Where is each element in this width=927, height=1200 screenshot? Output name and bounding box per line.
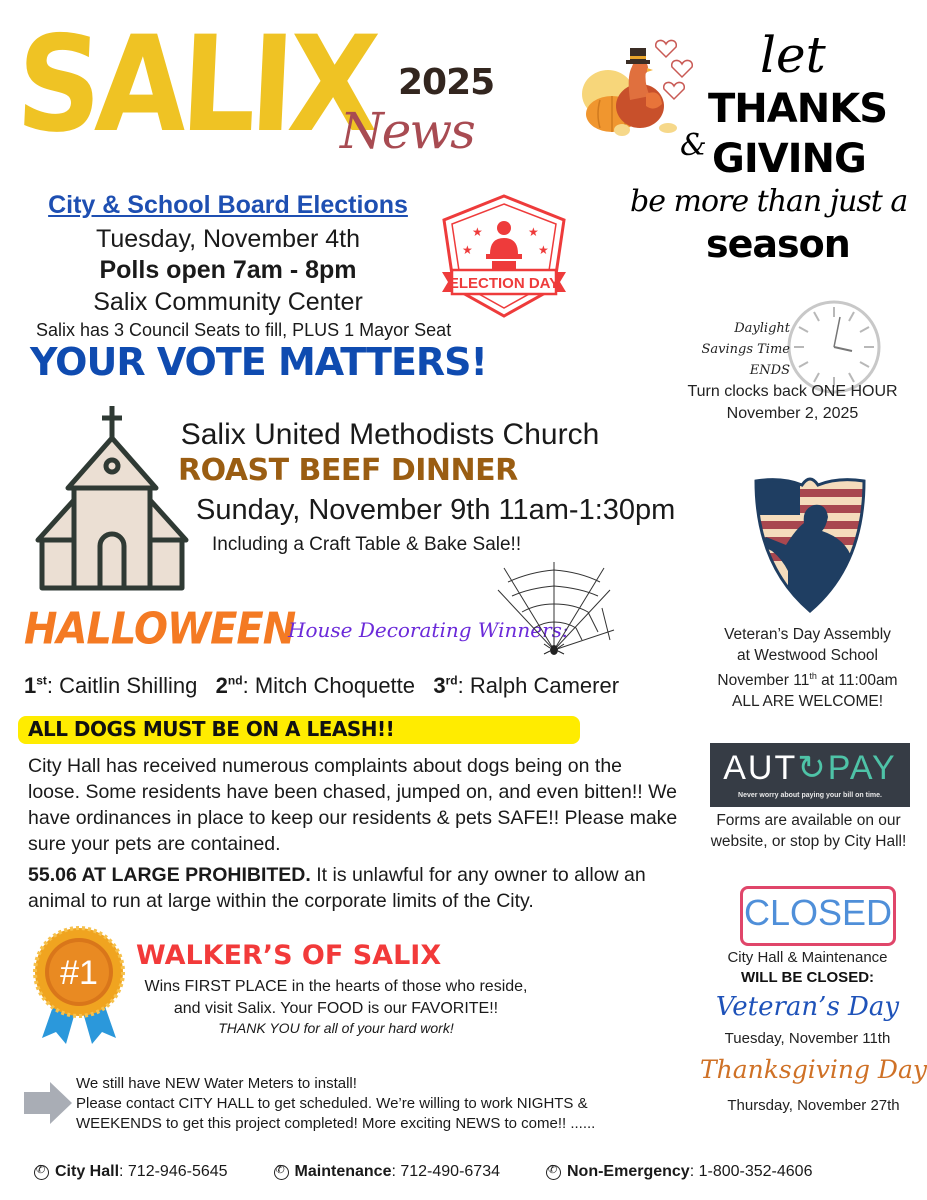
- winner-2: 2nd: Mitch Choquette: [215, 673, 416, 698]
- dst-heading: [690, 318, 790, 381]
- masthead-year: 2025: [398, 62, 495, 103]
- veterans-line1: Veteran’s Day Assembly: [724, 626, 891, 643]
- dst-line3: ENDS: [749, 363, 790, 378]
- walkers-body: Wins FIRST PLACE in the hearts of those who reside, and visit Salix. Your FOOD is our FAVORITE!!: [144, 978, 528, 1017]
- dst-instruction: Turn clocks back ONE HOUR: [687, 383, 898, 400]
- masthead-title: SALIX: [13, 6, 377, 162]
- spiderweb-icon: [494, 560, 616, 662]
- refresh-icon: ↻: [797, 749, 828, 787]
- elections-date: Tuesday, November 4th: [95, 225, 360, 253]
- dogs-title: ALL DOGS MUST BE ON A LEASH!!: [28, 717, 395, 741]
- phone-icon: [546, 1165, 561, 1180]
- contact-maintenance[interactable]: ✆ Maintenance: 712-490-6734: [274, 1163, 500, 1181]
- phone-icon: [274, 1165, 289, 1180]
- closed-holiday-veterans: Veteran’s Day: [715, 992, 900, 1022]
- contact-city-hall[interactable]: ✆ City Hall: 712-946-5645: [34, 1163, 228, 1181]
- veterans-line2: at Westwood School: [736, 647, 878, 664]
- halloween-winners: [24, 673, 619, 699]
- closed-holiday-thanksgiving-date: Thursday, November 27th: [727, 1097, 900, 1114]
- svg-text:★: ★: [472, 225, 483, 239]
- winner-1: 1st: Caitlin Shilling: [24, 673, 198, 698]
- thanksgiving-giving: GIVING: [712, 136, 866, 182]
- election-day-label: ELECTION DAY: [448, 275, 560, 292]
- elections-polls: Polls open 7am - 8pm: [99, 256, 357, 284]
- vote-slogan: YOUR VOTE MATTERS!: [30, 340, 487, 384]
- church-name: Salix United Methodists Church: [180, 418, 600, 451]
- halloween-subtitle: House Decorating Winners:: [288, 618, 569, 642]
- elections-location: Salix Community Center: [93, 288, 363, 316]
- svg-text:★: ★: [528, 225, 539, 239]
- svg-text:★: ★: [462, 243, 473, 257]
- turkey-icon: [578, 30, 708, 140]
- arrow-right-icon: [24, 1082, 72, 1124]
- dst-date: November 2, 2025: [726, 405, 859, 422]
- masthead-subtitle: News: [340, 102, 474, 160]
- election-day-badge-icon: [436, 192, 572, 322]
- winner-3: 3rd: Ralph Camerer: [433, 673, 620, 698]
- dst-line2: Savings Time: [701, 342, 790, 357]
- thanksgiving-let: let: [760, 26, 826, 84]
- clock-icon: [786, 299, 882, 395]
- closed-sign-text: CLOSED: [743, 892, 893, 933]
- walkers-title: WALKER’S OF SALIX: [136, 940, 442, 971]
- thanksgiving-season: season: [706, 222, 850, 266]
- veterans-line4: ALL ARE WELCOME!: [731, 693, 884, 711]
- dst-line1: Daylight: [734, 321, 790, 336]
- first-place-medal-icon: [30, 922, 128, 1048]
- closed-who: City Hall & Maintenance: [727, 949, 888, 966]
- thanksgiving-ampersand: &: [680, 128, 707, 163]
- halloween-title: HALLOWEEN: [24, 604, 296, 655]
- walkers-thanks: THANK YOU for all of your hard work!: [218, 1020, 454, 1036]
- contact-non-emergency[interactable]: ✆ Non-Emergency: 1-800-352-4606: [546, 1163, 812, 1181]
- thanksgiving-thanks: THANKS: [708, 86, 887, 132]
- veterans-assembly: [700, 624, 915, 712]
- footer-contacts: [34, 1163, 914, 1181]
- phone-icon: [34, 1165, 49, 1180]
- autopay-note: Forms are available on our website, or stop by City Hall!: [710, 812, 907, 850]
- closed-notice: WILL BE CLOSED:: [740, 969, 875, 986]
- dogs-ordinance: 55.06 AT LARGE PROHIBITED. It is unlawful for any owner to allow an animal to run at large within the corporate limits of the City.: [28, 864, 646, 912]
- closed-holiday-thanksgiving: Thanksgiving Day: [700, 1055, 927, 1084]
- autopay-tagline: Never worry about paying your bill on time.: [738, 792, 882, 799]
- svg-text:★: ★: [538, 243, 549, 257]
- water-meters-line2: Please contact CITY HALL to get scheduled. We’re willing to work NIGHTS & WEEKENDS to get this project completed! More exciting NEWS to come!! ......: [76, 1095, 596, 1132]
- veterans-line3: November 11th at 11:00am: [717, 671, 898, 690]
- closed-holiday-veterans-date: Tuesday, November 11th: [724, 1030, 891, 1047]
- church-event: ROAST BEEF DINNER: [178, 453, 518, 488]
- autopay-logo: AUT↻PAY: [723, 749, 897, 787]
- church-extra: Including a Craft Table & Bake Sale!!: [212, 534, 522, 555]
- thanksgiving-more: be more than just a: [630, 184, 908, 219]
- elections-title[interactable]: City & School Board Elections: [48, 191, 408, 219]
- svg-text:#1: #1: [60, 954, 98, 992]
- elections-seats: Salix has 3 Council Seats to fill, PLUS 1 Mayor Seat: [36, 320, 452, 340]
- dogs-body: City Hall has received numerous complaints about dogs being on the loose. Some residents have been chased, jumped on, and even bitten!! We have ordinances in place to keep our residents & pets SAFE!! Please make sure your pets are contained.: [28, 755, 678, 855]
- water-meters-notice: [76, 1074, 676, 1134]
- church-when: Sunday, November 9th 11am-1:30pm: [196, 494, 676, 526]
- water-meters-line1: We still have NEW Water Meters to install!: [76, 1075, 357, 1092]
- veterans-shield-icon: [752, 475, 868, 615]
